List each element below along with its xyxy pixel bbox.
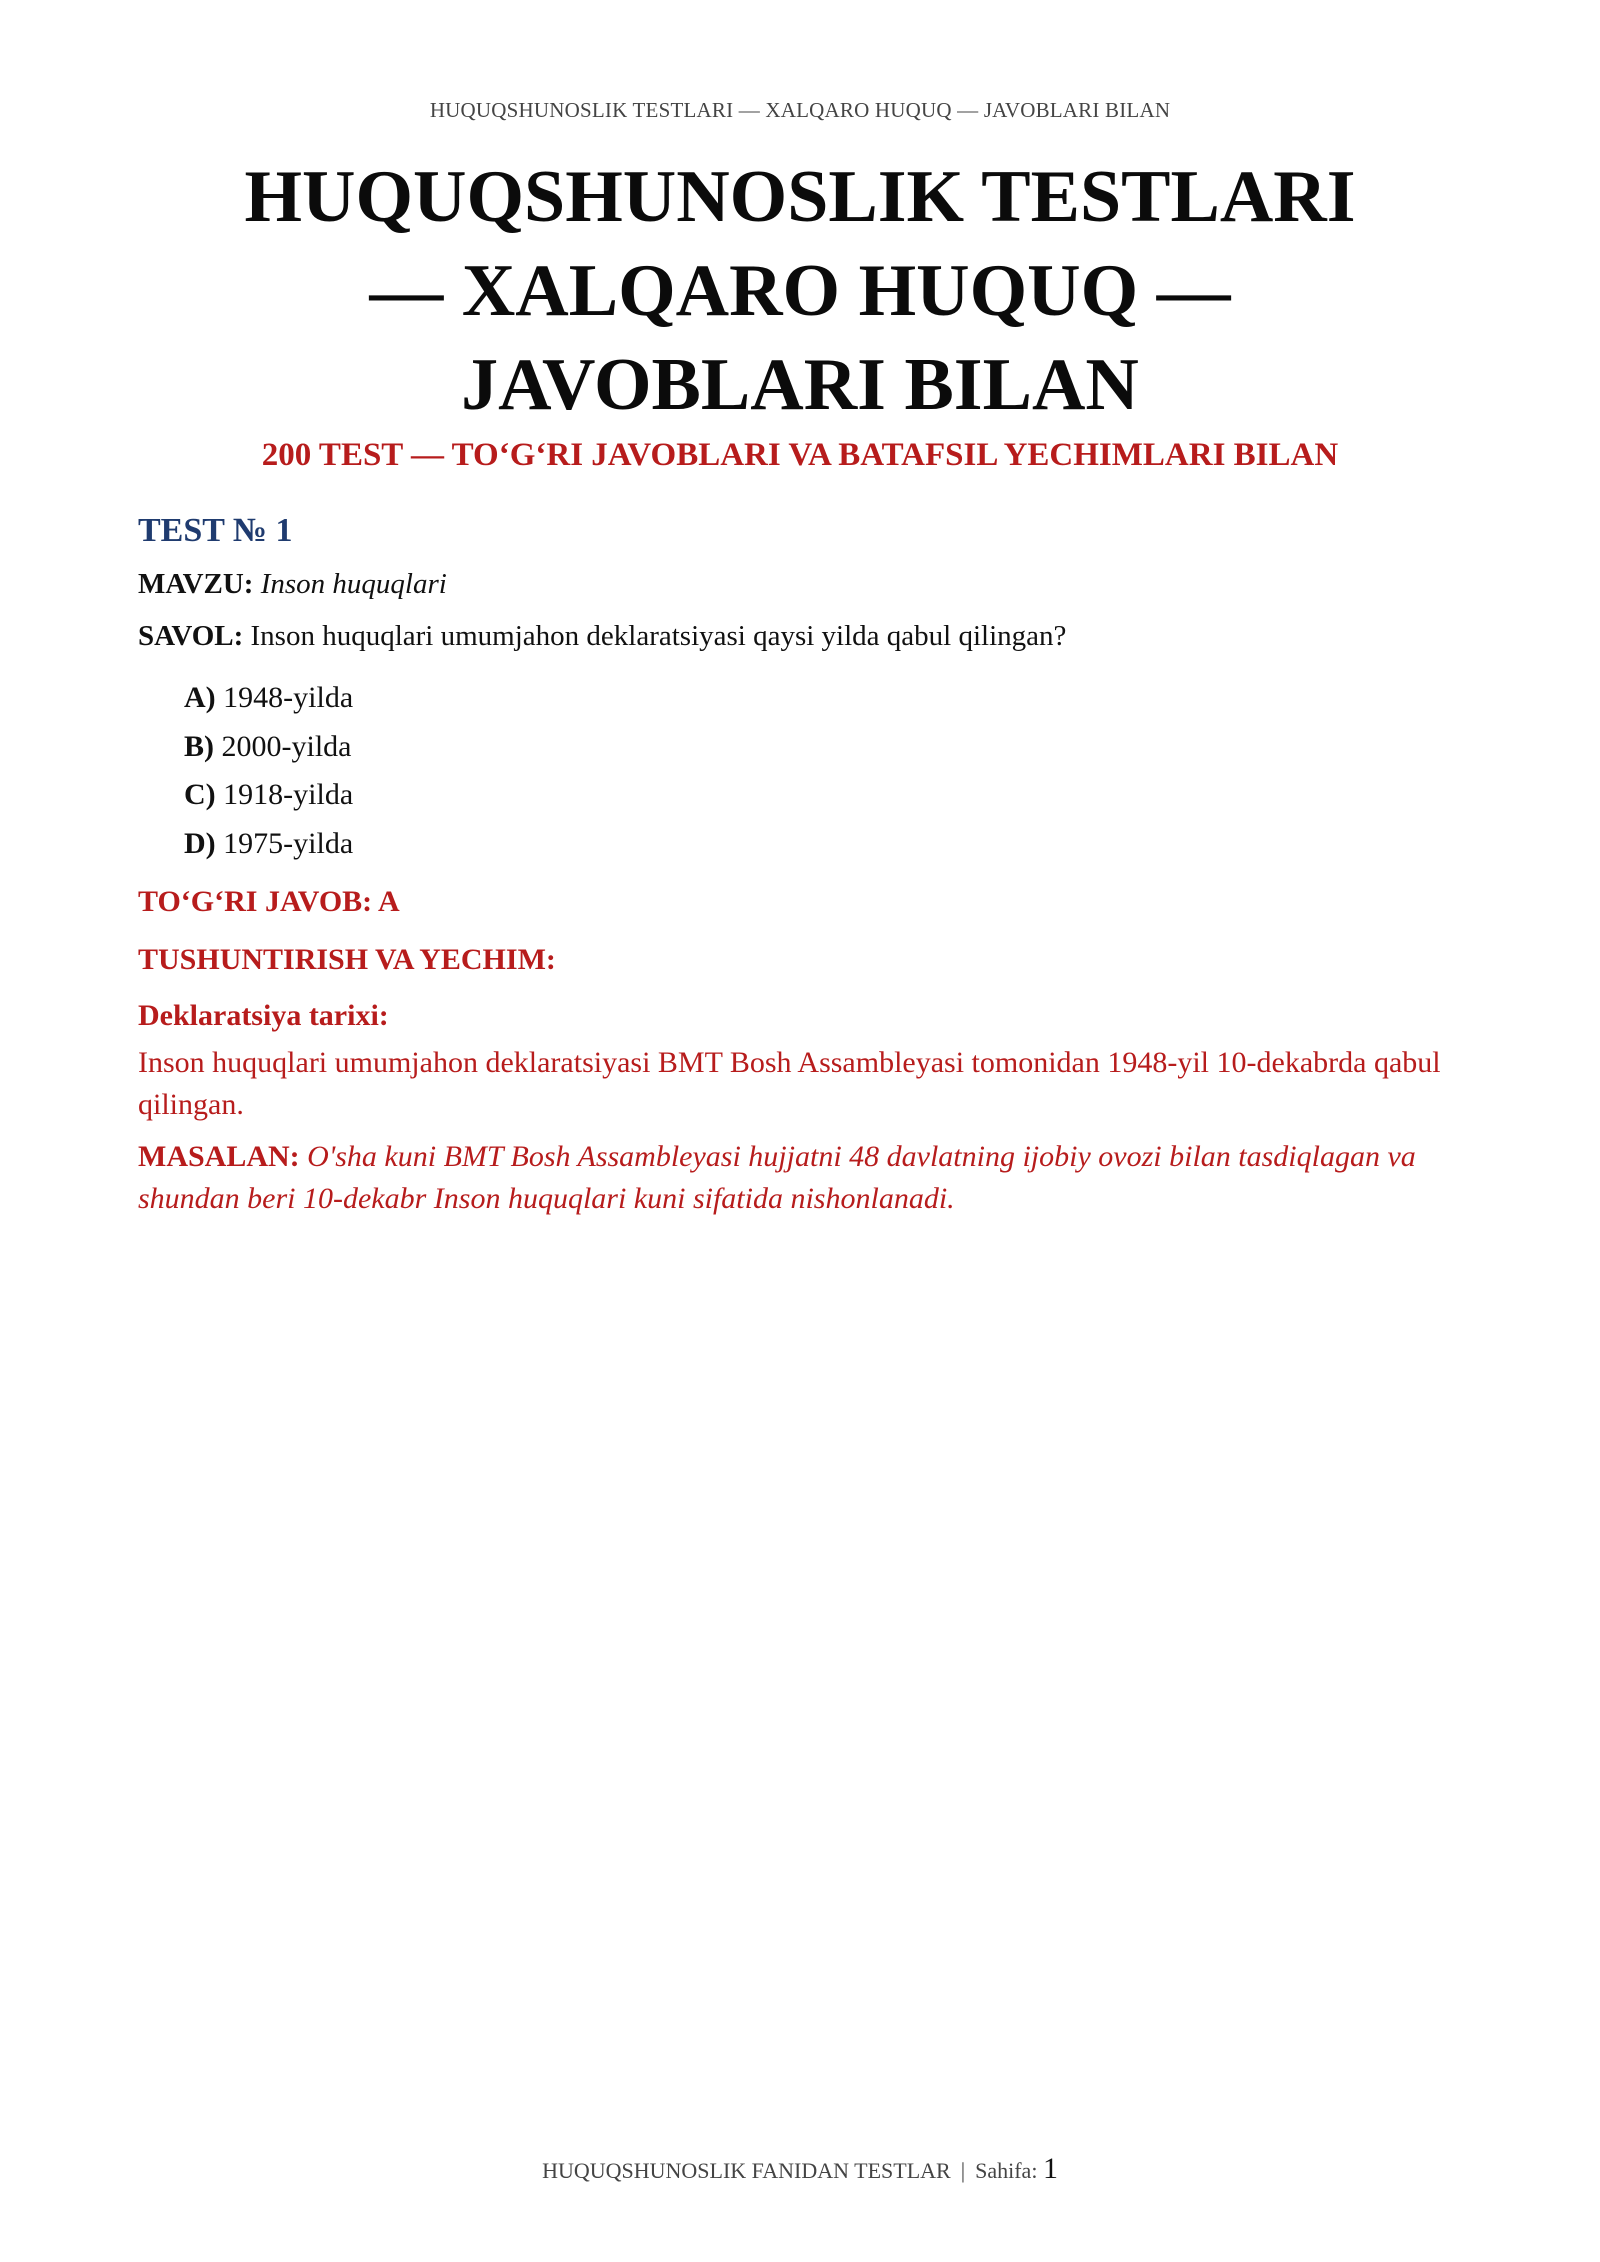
answer-options (184, 674, 1478, 868)
option-text: 1975-yilda (223, 826, 354, 860)
example-text: O'sha kuni BMT Bosh Assambleyasi hujjatni 48 davlatning ijobiy ovozi bilan tasdiqlagan va shundan beri 10-dekabr Inson huquqlari kuni sifatida nishonlanadi. (138, 1140, 1416, 1215)
option-text: 1948-yilda (223, 681, 354, 714)
section-text: Inson huquqlari umumjahon deklaratsiyasi BMT Bosh Assambleyasi tomonidan 1948-yil 10-dekabrda qabul qilingan. (138, 1046, 1441, 1121)
footer-label: HUQUQSHUNOSLIK FANIDAN TESTLAR (542, 2158, 951, 2183)
page-number: 1 (1042, 2152, 1058, 2185)
running-header: HUQUQSHUNOSLIK TESTLARI — XALQARO HUQUQ — JAVOBLARI BILAN (429, 98, 1171, 122)
option-a (184, 674, 1478, 723)
document-subtitle: 200 TEST — TO‘G‘RI JAVOBLARI VA BATAFSIL YECHIMLARI BILAN (261, 437, 1339, 473)
test-heading: TEST № 1 (138, 512, 293, 549)
question-label: SAVOL: (138, 620, 244, 652)
test-block (138, 506, 1478, 1220)
page-footer (0, 2152, 1600, 2186)
topic-line (138, 564, 1478, 604)
option-letter: D) (184, 826, 216, 860)
topic-label: MAVZU: (138, 568, 254, 600)
question-text: Inson huquqlari umumjahon deklaratsiyasi qaysi yilda qabul qilingan? (250, 620, 1067, 652)
option-d (184, 820, 1478, 869)
page-label: Sahifa: (975, 2158, 1038, 2183)
footer-separator: | (960, 2158, 966, 2183)
option-letter: A) (184, 681, 216, 714)
explanation-heading: TUSHUNTIRISH VA YECHIM: (138, 943, 556, 976)
option-text: 2000-yilda (221, 729, 352, 763)
topic-value: Inson huquqlari (260, 568, 447, 600)
correct-answer: TO‘G‘RI JAVOB: A (138, 885, 400, 918)
document-title: HUQUQSHUNOSLIK TESTLARI — XALQARO HUQUQ — JAVOBLARI BILAN (244, 156, 1356, 426)
option-text: 1918-yilda (223, 778, 354, 811)
option-letter: C) (184, 778, 216, 811)
question-line (138, 616, 1478, 656)
option-b (184, 723, 1478, 772)
option-letter: B) (184, 729, 214, 763)
option-c (184, 771, 1478, 820)
section-heading: Deklaratsiya tarixi: (138, 999, 389, 1032)
example-paragraph (138, 1136, 1478, 1220)
example-label: MASALAN: (138, 1140, 300, 1173)
